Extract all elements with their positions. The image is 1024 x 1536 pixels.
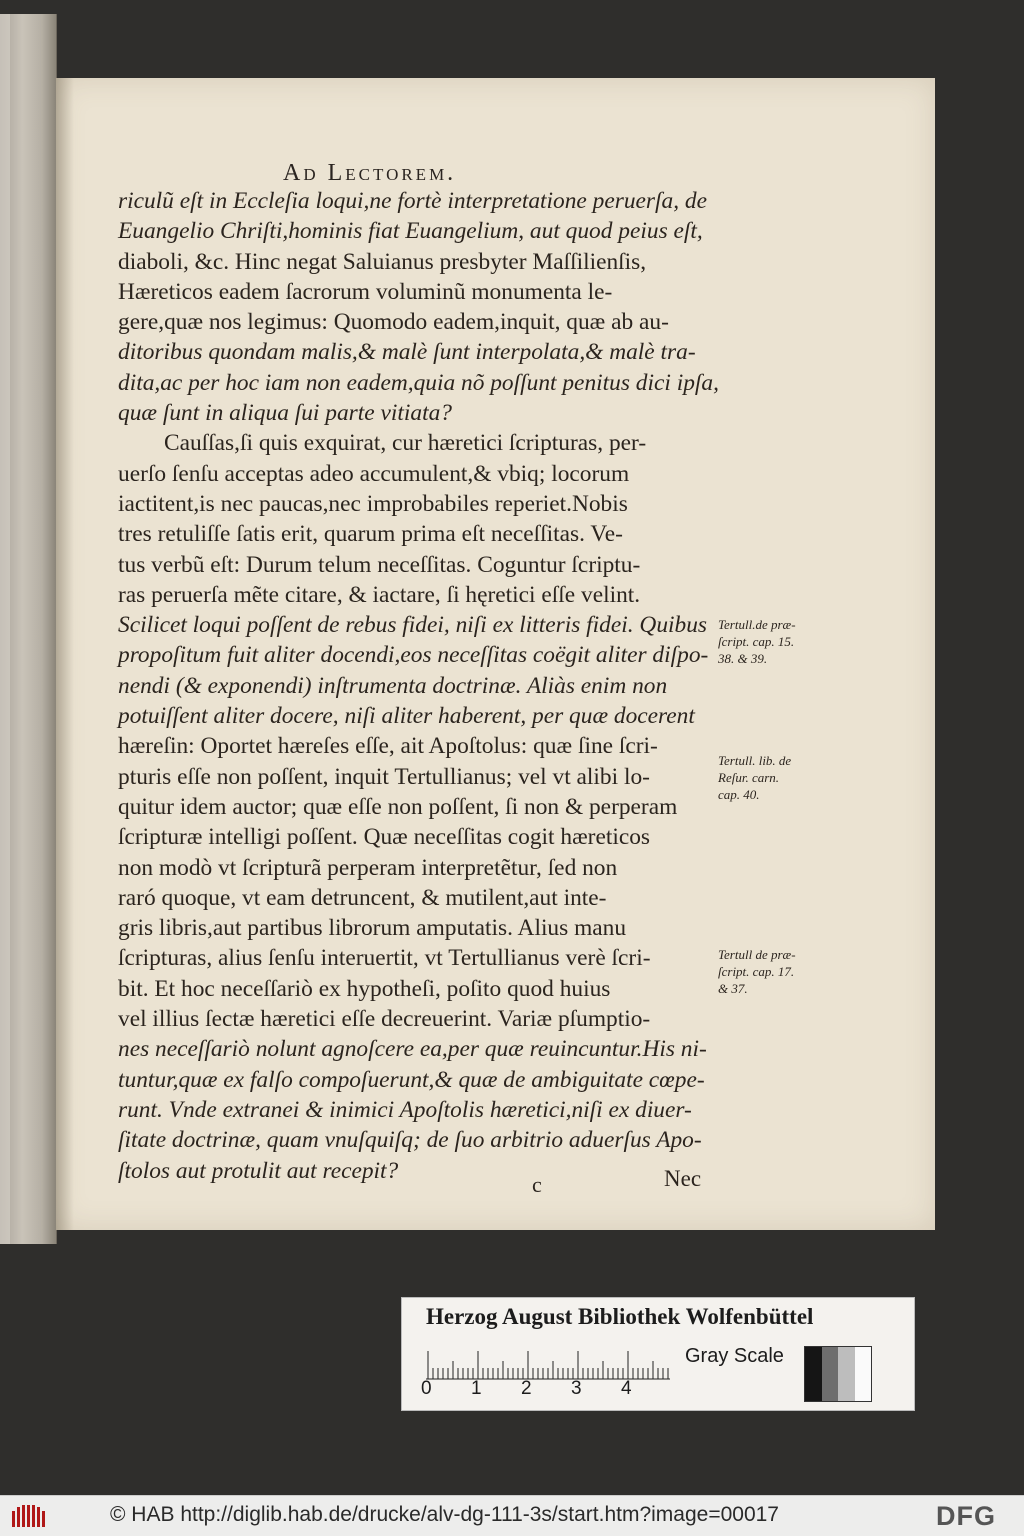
text-line: riculũ eſt in Eccleſia loqui,ne fortè interpretatione peruerſa, de	[118, 188, 707, 214]
text-line: hæreſin: Oportet hæreſes eſſe, ait Apoſtolus: quæ ſine ſcri-	[118, 733, 658, 760]
card-title: Herzog August Bibliothek Wolfenbüttel	[426, 1304, 814, 1329]
gray-scale-swatches	[804, 1346, 872, 1402]
text-line: bit. Et hoc neceſſariò ex hypotheſi, poſito quod huius	[118, 975, 611, 1002]
text-line: quæ ſunt in aliqua ſui parte vitiata?	[118, 400, 452, 427]
text-line: pturis eſſe non poſſent, inquit Tertullianus; vel vt alibi lo-	[118, 763, 650, 790]
text-line: ſtolos aut protulit aut recepit?	[118, 1157, 399, 1184]
dfg-logo: DFG	[936, 1501, 996, 1531]
text-line: ſcripturas, alius ſenſu interuertit, vt Tertullianus verè ſcri-	[118, 945, 651, 972]
margin-note	[718, 616, 838, 667]
margin-note-line: Tertull. lib. de	[718, 753, 792, 768]
signature-mark: c	[532, 1172, 542, 1197]
text-line: Scilicet loqui poſſent de rebus fidei, niſi ex litteris fidei. Quibus	[118, 612, 708, 639]
gray-swatch	[822, 1347, 839, 1401]
text-line: Hæreticos eadem ſacrorum voluminũ monumenta le-	[118, 278, 613, 305]
gray-scale-label: Gray Scale	[685, 1345, 784, 1367]
library-logo-icon	[10, 1503, 48, 1529]
text-line: gris libris,aut partibus librorum amputatis. Alius manu	[118, 915, 627, 942]
measurement-ruler	[426, 1350, 670, 1380]
gutter-shadow	[56, 78, 74, 1230]
text-line: tus verbũ eſt: Durum telum neceſſitas. Coguntur ſcriptu-	[118, 551, 641, 578]
text-line: propoſitum fuit aliter docendi,eos neceſſitas coëgit aliter diſpo-	[118, 642, 709, 669]
margin-note-line: ſcript. cap. 15.	[718, 634, 795, 649]
text-line: quitur idem auctor; quæ eſſe non poſſent, ſi non & perperam	[118, 793, 678, 820]
margin-note-line: Tertull.de præ-	[718, 617, 796, 632]
gray-swatch	[838, 1347, 855, 1401]
margin-note-line: cap. 40.	[718, 787, 760, 802]
text-line: tuntur,quæ ex falſo compoſuerunt,& quæ de ambiguitate cœpe-	[118, 1066, 705, 1093]
margin-note-line: & 37.	[718, 981, 748, 996]
ruler-number: 3	[571, 1378, 582, 1399]
text-line: Cauſſas,ſi quis exquirat, cur hæretici ſcripturas, per-	[164, 430, 647, 457]
text-line: vel illius ſectæ hæretici eſſe decreuerint. Variæ pſumptio-	[118, 1006, 651, 1033]
margin-note	[718, 752, 838, 803]
margin-note	[718, 946, 838, 997]
margin-note-line: Reſur. carn.	[718, 770, 780, 785]
text-line: uerſo ſenſu acceptas adeo accumulent,& vbiq; locorum	[118, 460, 630, 487]
copyright-url[interactable]: © HAB http://diglib.hab.de/drucke/alv-dg-111-3s/start.htm?image=00017	[110, 1503, 779, 1526]
catchword: Nec	[664, 1166, 702, 1191]
gray-swatch	[855, 1347, 872, 1401]
ruler-number: 2	[521, 1378, 532, 1399]
text-line: nendi (& exponendi) inſtrumenta doctrinæ. Aliàs enim non	[118, 672, 668, 699]
text-line: ſcripturæ intelligi poſſent. Quæ neceſſitas cogit hæreticos	[118, 824, 651, 851]
margin-note-line: ſcript. cap. 17.	[718, 964, 795, 979]
gray-swatch	[805, 1347, 822, 1401]
text-line: diaboli, &c. Hinc negat Saluianus presbyter Maſſilienſis,	[118, 248, 647, 275]
running-head: Ad Lectorem.	[283, 160, 457, 186]
footer-bar	[0, 1495, 1024, 1536]
text-line: dita,ac per hoc iam non eadem,quia nõ poſſunt penitus dici ipſa,	[118, 369, 719, 396]
margin-note-line: 38. & 39.	[718, 651, 768, 666]
margin-note-line: Tertull de præ-	[718, 947, 796, 962]
text-line: ras peruerſa mẽte citare, & iactare, ſi hęretici eſſe velint.	[118, 581, 641, 608]
ruler-number: 0	[421, 1378, 432, 1399]
ruler-number: 4	[621, 1378, 632, 1399]
text-line: potuiſſent aliter docere, niſi aliter haberent, per quæ docerent	[118, 703, 695, 730]
color-calibration-card	[401, 1297, 915, 1411]
text-line: runt. Vnde extranei & inimici Apoſtolis hæretici,niſi ex diuer-	[118, 1096, 692, 1123]
text-line: non modò vt ſcripturã perperam interpretẽtur, ſed non	[118, 854, 618, 881]
text-line: raró quoque, vt eam detruncent, & mutilent,aut inte-	[118, 884, 607, 911]
text-line: ditoribus quondam malis,& malè ſunt interpolata,& malè tra-	[118, 339, 696, 366]
text-line: iactitent,is nec paucas,nec improbabiles reperiet.Nobis	[118, 490, 628, 517]
text-line: ſitate doctrinæ, quam vnuſquiſq; de ſuo arbitrio aduerſus Apo-	[118, 1127, 702, 1154]
text-line: tres retuliſſe ſatis erit, quarum prima eſt neceſſitas. Ve-	[118, 521, 623, 548]
ruler-number: 1	[471, 1378, 482, 1399]
text-line: nes neceſſariò nolunt agnoſcere ea,per quæ reuincuntur.His ni-	[118, 1036, 707, 1063]
text-line: Euangelio Chriſti,hominis fiat Euangelium, aut quod peius eſt,	[118, 218, 703, 245]
left-page-highlight	[0, 14, 10, 1244]
main-text-block	[118, 186, 719, 1186]
text-line: gere,quæ nos legimus: Quomodo eadem,inquit, quæ ab au-	[118, 309, 669, 336]
